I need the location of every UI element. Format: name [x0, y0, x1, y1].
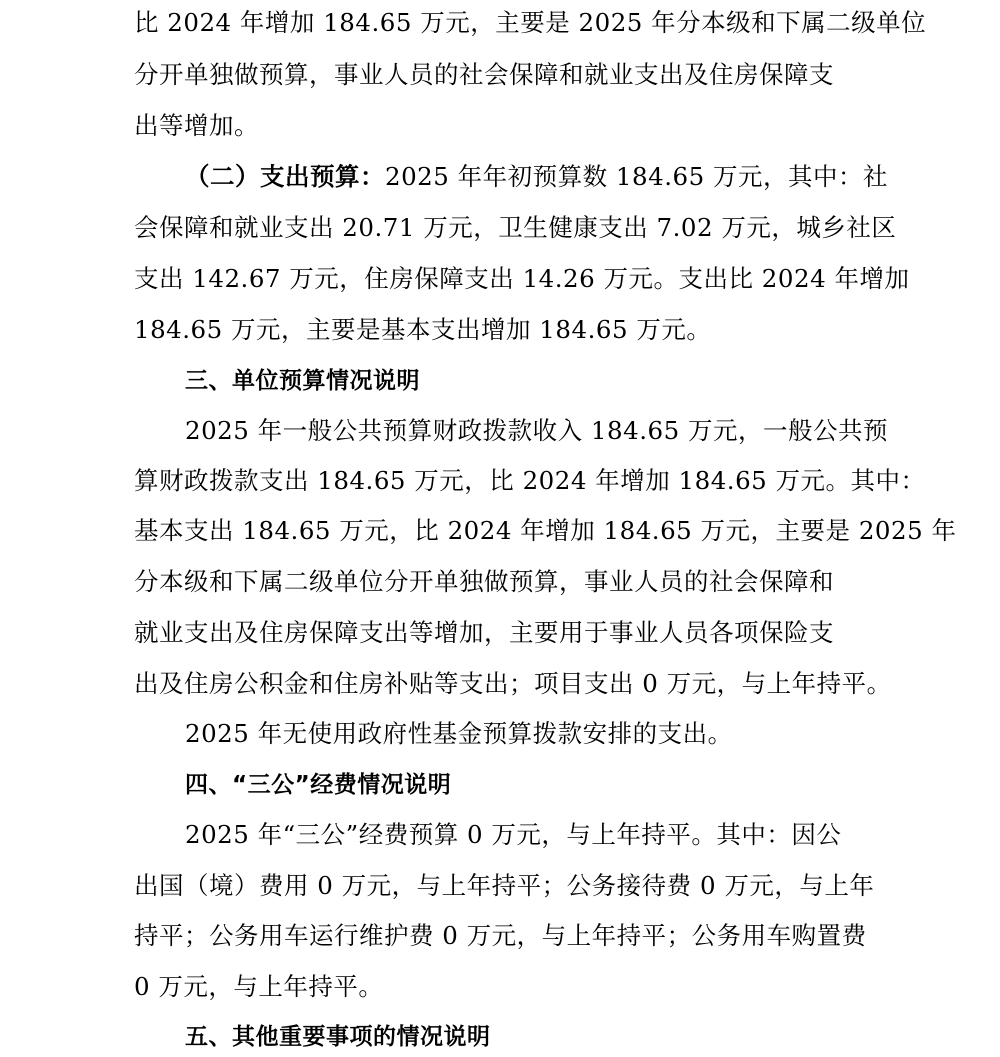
expenditure-first-line	[185, 160, 888, 194]
paragraph-line: 基本支出 184.65 万元，比 2024 年增加 184.65 万元，主要是 2025 年	[134, 516, 957, 545]
paragraph-line: 支出 142.67 万元，住房保障支出 14.26 万元。支出比 2024 年增加	[134, 264, 910, 293]
section-heading: 三、单位预算情况说明	[185, 368, 420, 394]
paragraph-line: 会保障和就业支出 20.71 万元，卫生健康支出 7.02 万元，城乡社区	[134, 213, 897, 242]
section-heading: 五、其他重要事项的情况说明	[185, 1024, 491, 1050]
expenditure-subheading: （二）支出预算：	[185, 162, 385, 191]
paragraph-line: 持平；公务用车运行维护费 0 万元，与上年持平；公务用车购置费	[134, 921, 867, 950]
paragraph-line: 算财政拨款支出 184.65 万元，比 2024 年增加 184.65 万元。其中：	[134, 466, 926, 495]
paragraph-line: 2025 年无使用政府性基金预算拨款安排的支出。	[185, 719, 733, 748]
paragraph-line: 出国（境）费用 0 万元，与上年持平；公务接待费 0 万元，与上年	[134, 871, 875, 900]
expenditure-line-text: 2025 年年初预算数 184.65 万元，其中：社	[385, 162, 888, 191]
paragraph-line: 2025 年一般公共预算财政拨款收入 184.65 万元，一般公共预	[185, 416, 888, 445]
paragraph-line: 分开单独做预算，事业人员的社会保障和就业支出及住房保障支	[134, 60, 834, 89]
paragraph-line: 出及住房公积金和住房补贴等支出；项目支出 0 万元，与上年持平。	[134, 669, 892, 698]
paragraph-line: 184.65 万元，主要是基本支出增加 184.65 万元。	[134, 315, 712, 344]
paragraph-line: 0 万元，与上年持平。	[134, 972, 384, 1001]
paragraph-line: 出等增加。	[134, 111, 259, 140]
paragraph-line: 就业支出及住房保障支出等增加，主要用于事业人员各项保险支	[134, 618, 834, 647]
paragraph-line: 比 2024 年增加 184.65 万元，主要是 2025 年分本级和下属二级单位	[134, 8, 927, 37]
paragraph-line: 分本级和下属二级单位分开单独做预算，事业人员的社会保障和	[134, 567, 834, 596]
paragraph-line: 2025 年“三公”经费预算 0 万元，与上年持平。其中：因公	[185, 820, 842, 849]
section-heading: 四、“三公”经费情况说明	[185, 772, 452, 798]
